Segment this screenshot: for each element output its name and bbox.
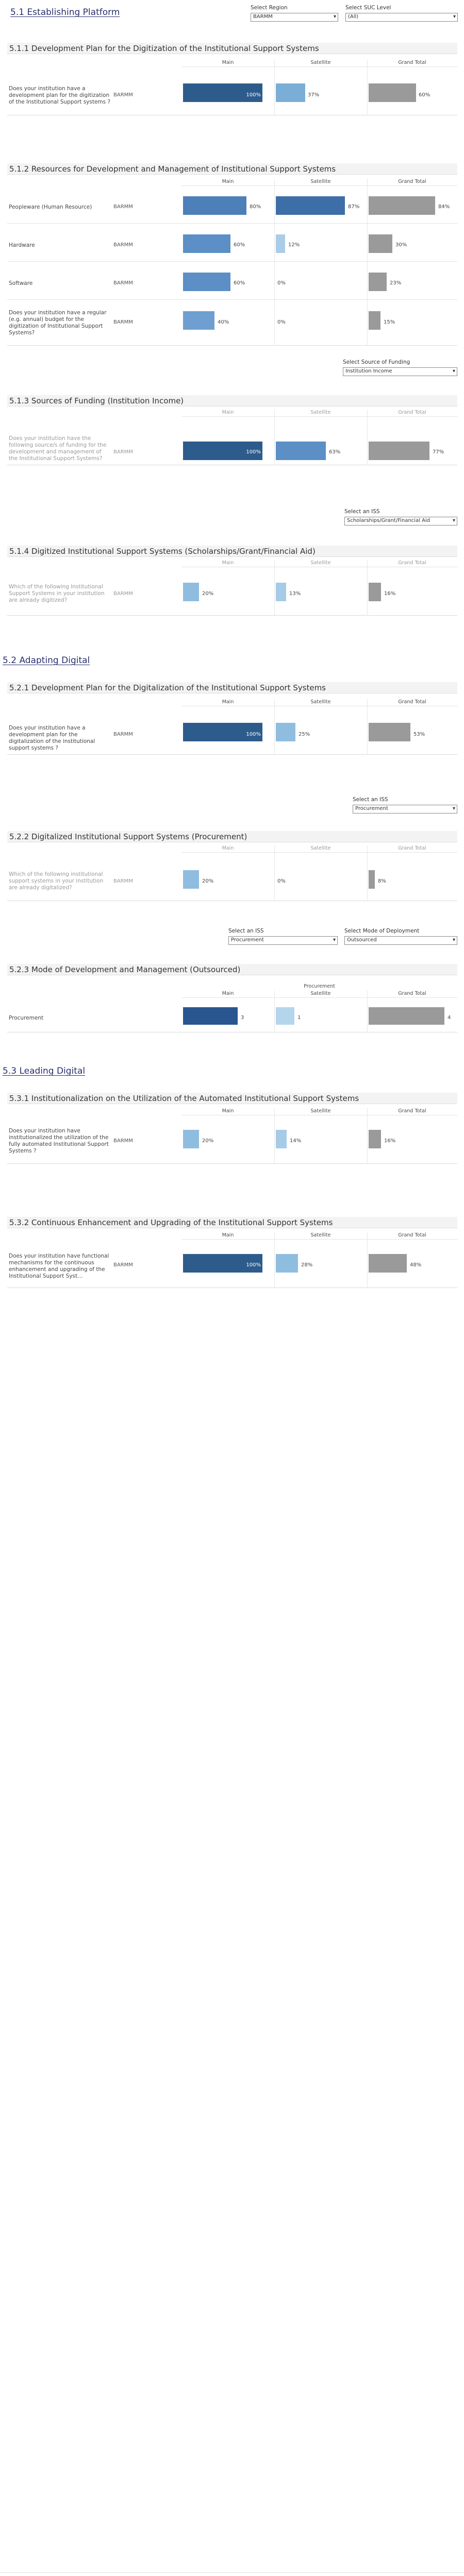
section-title: 5.1.1 Development Plan for the Digitization of the Institutional Support Systems bbox=[7, 43, 457, 54]
col-header-main: Main bbox=[181, 991, 274, 998]
bar-label-satellite: 28% bbox=[301, 1262, 313, 1268]
question-text: Which of the following Institutional Support Systems in your institution are already digitized? bbox=[9, 584, 105, 603]
divider bbox=[367, 60, 368, 115]
bar-main[interactable] bbox=[183, 311, 214, 330]
heading-leading-digital: 5.3 Leading Digital bbox=[3, 1066, 86, 1076]
divider bbox=[367, 845, 368, 901]
question-text: Does your institution have institutionalized the utilization of the fully automated Institutional Support Systems ? bbox=[9, 1128, 109, 1154]
row-divider bbox=[7, 261, 457, 262]
divider bbox=[274, 410, 275, 465]
bar-label-main: 80% bbox=[250, 204, 261, 210]
divider bbox=[367, 991, 368, 1032]
bar-label-total: 8% bbox=[378, 878, 386, 884]
bar-label-main: 3 bbox=[241, 1015, 244, 1021]
divider bbox=[367, 560, 368, 616]
section-title: 5.2.2 Digitalized Institutional Support Systems (Procurement) bbox=[7, 831, 457, 842]
deployment-dropdown[interactable] bbox=[344, 936, 457, 945]
table-5-3-2 bbox=[7, 1232, 457, 1288]
suc-level-dropdown[interactable] bbox=[345, 13, 458, 22]
bar-label-satellite: 14% bbox=[290, 1138, 302, 1144]
bar-label-total: 53% bbox=[413, 732, 425, 737]
col-header-main: Main bbox=[181, 560, 274, 567]
table-5-2-1 bbox=[7, 699, 457, 755]
chevron-down-icon: ▾ bbox=[452, 937, 455, 943]
bar-main[interactable] bbox=[183, 870, 199, 889]
question-text: Software bbox=[9, 280, 33, 286]
table-5-3-1 bbox=[7, 1108, 457, 1164]
divider bbox=[274, 991, 275, 1032]
col-header-main: Main bbox=[181, 179, 274, 186]
divider bbox=[367, 699, 368, 755]
region-dropdown[interactable] bbox=[251, 13, 338, 22]
region-dropdown-value: BARMM bbox=[253, 14, 273, 20]
bar-main[interactable] bbox=[183, 583, 199, 601]
bar-total[interactable] bbox=[369, 196, 435, 215]
bar-label-main: 20% bbox=[202, 1138, 214, 1144]
bar-total[interactable] bbox=[369, 273, 387, 291]
col-header-satellite: Satellite bbox=[274, 60, 367, 67]
bar-satellite[interactable] bbox=[276, 583, 286, 601]
table-5-2-3 bbox=[7, 984, 457, 1032]
question-text: Does your institution have a development plan for the digitization of the Institutional Support systems ? bbox=[9, 86, 111, 105]
bar-label-main: 100% bbox=[246, 449, 261, 455]
bar-label-main: 100% bbox=[246, 92, 261, 98]
region-code: BARMM bbox=[113, 878, 133, 884]
divider bbox=[274, 699, 275, 755]
col-header-satellite: Satellite bbox=[274, 410, 367, 417]
question-text: Peopleware (Human Resource) bbox=[9, 204, 92, 210]
bar-label-total: 60% bbox=[419, 92, 430, 98]
bar-satellite[interactable] bbox=[276, 196, 345, 215]
heading-establishing-platform: 5.1 Establishing Platform bbox=[10, 7, 120, 18]
chevron-down-icon: ▾ bbox=[452, 368, 455, 374]
col-header-total: Grand Total bbox=[367, 410, 457, 417]
divider bbox=[367, 1108, 368, 1164]
table-5-1-3 bbox=[7, 410, 457, 465]
bar-total[interactable] bbox=[369, 311, 380, 330]
bar-total[interactable] bbox=[369, 1007, 444, 1025]
col-header-main: Main bbox=[181, 845, 274, 853]
bar-label-total: 30% bbox=[395, 242, 407, 248]
col-header-main: Main bbox=[181, 410, 274, 417]
question-text: Hardware bbox=[9, 242, 35, 248]
divider bbox=[367, 1232, 368, 1288]
bar-total[interactable] bbox=[369, 234, 392, 253]
bar-satellite[interactable] bbox=[276, 723, 295, 741]
bar-label-main: 60% bbox=[234, 242, 245, 248]
bar-label-satellite: 13% bbox=[289, 591, 301, 597]
bar-label-total: 84% bbox=[438, 204, 450, 210]
bar-label-satellite: 37% bbox=[308, 92, 320, 98]
section-title: 5.2.3 Mode of Development and Management (Outsourced) bbox=[7, 964, 457, 975]
question-text: Does your institution have functional mechanisms for the continuous enhancement and upgrading of the Institutional Support Syst... bbox=[9, 1253, 109, 1279]
bar-total[interactable] bbox=[369, 723, 410, 741]
region-code: BARMM bbox=[113, 319, 133, 325]
bar-label-total: 16% bbox=[384, 591, 396, 597]
region-code: BARMM bbox=[113, 242, 133, 248]
divider bbox=[274, 560, 275, 616]
section-title: 5.1.2 Resources for Development and Management of Institutional Support Systems bbox=[7, 163, 457, 175]
col-header-satellite: Satellite bbox=[274, 991, 367, 998]
deployment-filter-label: Select Mode of Deployment bbox=[344, 928, 420, 934]
col-header-total: Grand Total bbox=[367, 1232, 457, 1240]
region-code: BARMM bbox=[113, 449, 133, 455]
bar-label-main: 40% bbox=[218, 319, 229, 325]
col-header-main: Main bbox=[181, 699, 274, 706]
iss-filter-label: Select an ISS bbox=[228, 928, 264, 934]
bar-satellite[interactable] bbox=[276, 83, 305, 102]
row-divider bbox=[7, 299, 457, 300]
bar-main[interactable] bbox=[183, 1007, 238, 1025]
bar-total[interactable] bbox=[369, 1254, 407, 1273]
section-title: 5.3.1 Institutionalization on the Utilization of the Automated Institutional Support Systems bbox=[7, 1093, 457, 1104]
iss-dropdown-value: Procurement bbox=[231, 937, 264, 943]
bar-label-main: 60% bbox=[234, 280, 245, 286]
funding-dropdown-value: Institution Income bbox=[345, 368, 392, 374]
col-header-satellite: Satellite bbox=[274, 1232, 367, 1240]
deployment-dropdown-value: Outsourced bbox=[347, 937, 377, 943]
question-text: Which of the following institutional support systems in your institution are already digitalized? bbox=[9, 871, 104, 891]
bar-label-satellite: 0% bbox=[277, 319, 286, 325]
bar-label-total: 48% bbox=[410, 1262, 422, 1268]
col-header-satellite: Satellite bbox=[274, 560, 367, 567]
iss-filter-label: Select an ISS bbox=[344, 509, 380, 515]
region-code: BARMM bbox=[113, 732, 133, 737]
table-5-2-2 bbox=[7, 845, 457, 901]
bar-label-total: 16% bbox=[384, 1138, 396, 1144]
bar-total[interactable] bbox=[369, 83, 416, 102]
bar-label-satellite: 1 bbox=[297, 1015, 301, 1021]
question-text: Does your institution have a regular (e.g. annual) budget for the digitization of Institutional Support Systems? bbox=[9, 310, 107, 336]
bar-main[interactable] bbox=[183, 196, 246, 215]
iss-dropdown[interactable] bbox=[353, 805, 457, 814]
bar-satellite[interactable] bbox=[276, 234, 285, 253]
bar-main[interactable] bbox=[183, 234, 230, 253]
question-text: Does your institution have a development plan for the digitalization of the institutional support systems ? bbox=[9, 725, 95, 751]
iss-dropdown-value: Procurement bbox=[355, 806, 388, 811]
iss-dropdown[interactable] bbox=[228, 936, 338, 945]
divider bbox=[274, 1232, 275, 1288]
bar-label-satellite: 12% bbox=[288, 242, 300, 248]
bar-label-total: 23% bbox=[390, 280, 402, 286]
bar-label-main: 20% bbox=[202, 878, 214, 884]
col-header-satellite: Satellite bbox=[274, 1108, 367, 1115]
row-divider bbox=[7, 223, 457, 224]
col-header-satellite: Satellite bbox=[274, 179, 367, 186]
bar-label-main: 100% bbox=[246, 1262, 261, 1268]
bar-label-satellite: 0% bbox=[277, 878, 286, 884]
funding-filter-label: Select Source of Funding bbox=[343, 359, 410, 365]
question-text: Procurement bbox=[9, 1015, 44, 1021]
funding-dropdown[interactable] bbox=[343, 367, 457, 376]
bar-label-main: 100% bbox=[246, 732, 261, 737]
region-code: BARMM bbox=[113, 204, 133, 210]
section-title: 5.2.1 Development Plan for the Digitalization of the Institutional Support Systems bbox=[7, 682, 457, 693]
bar-satellite[interactable] bbox=[276, 442, 326, 460]
divider bbox=[274, 845, 275, 901]
question-text: Does your institution have the following source/s of funding for the development and management of the Institutional Support Systems? bbox=[9, 435, 107, 462]
divider bbox=[367, 410, 368, 465]
region-code: BARMM bbox=[113, 591, 133, 597]
divider bbox=[274, 1108, 275, 1164]
iss-filter-label: Select an ISS bbox=[353, 796, 388, 803]
section-title: 5.1.3 Sources of Funding (Institution Income) bbox=[7, 395, 457, 406]
bar-main[interactable] bbox=[183, 273, 230, 291]
region-code: BARMM bbox=[113, 92, 133, 98]
chevron-down-icon: ▾ bbox=[453, 14, 456, 20]
section-title: 5.3.2 Continuous Enhancement and Upgrading of the Institutional Support Systems bbox=[7, 1217, 457, 1228]
heading-adapting-digital: 5.2 Adapting Digital bbox=[3, 655, 90, 666]
col-header-total: Grand Total bbox=[367, 991, 457, 998]
chevron-down-icon: ▾ bbox=[452, 518, 455, 523]
col-header-satellite: Satellite bbox=[274, 699, 367, 706]
region-code: BARMM bbox=[113, 280, 133, 286]
bar-total[interactable] bbox=[369, 442, 429, 460]
col-header-satellite: Satellite bbox=[274, 845, 367, 853]
bar-total[interactable] bbox=[369, 1130, 381, 1148]
region-filter-label: Select Region bbox=[251, 5, 288, 11]
col-header-total: Grand Total bbox=[367, 699, 457, 706]
col-header-total: Grand Total bbox=[367, 1108, 457, 1115]
region-code: BARMM bbox=[113, 1262, 133, 1268]
table-5-1-4 bbox=[7, 560, 457, 616]
col-header-total: Grand Total bbox=[367, 845, 457, 853]
bar-total[interactable] bbox=[369, 583, 381, 601]
bar-satellite[interactable] bbox=[276, 1130, 287, 1148]
bar-label-satellite: 0% bbox=[277, 280, 286, 286]
col-header-main: Main bbox=[181, 60, 274, 67]
bar-satellite[interactable] bbox=[276, 1254, 298, 1273]
bar-label-satellite: 63% bbox=[329, 449, 341, 455]
bar-label-main: 20% bbox=[202, 591, 214, 597]
group-header: Procurement bbox=[304, 984, 335, 989]
bar-label-satellite: 87% bbox=[348, 204, 360, 210]
bar-label-satellite: 25% bbox=[299, 732, 310, 737]
bar-label-total: 77% bbox=[433, 449, 444, 455]
bar-label-total: 4 bbox=[448, 1015, 451, 1021]
bar-main[interactable] bbox=[183, 1130, 199, 1148]
divider bbox=[274, 60, 275, 115]
tableau-toolbar bbox=[0, 2572, 464, 2576]
divider bbox=[367, 179, 368, 346]
chevron-down-icon: ▾ bbox=[333, 937, 336, 943]
col-header-total: Grand Total bbox=[367, 560, 457, 567]
col-header-main: Main bbox=[181, 1108, 274, 1115]
col-header-total: Grand Total bbox=[367, 179, 457, 186]
table-5-1-1 bbox=[7, 60, 457, 115]
iss-dropdown-value: Scholarships/Grant/Financial Aid bbox=[347, 518, 430, 523]
chevron-down-icon: ▾ bbox=[452, 806, 455, 811]
region-code: BARMM bbox=[113, 1138, 133, 1144]
bar-satellite[interactable] bbox=[276, 1007, 294, 1025]
divider bbox=[274, 179, 275, 346]
suc-level-filter-label: Select SUC Level bbox=[345, 5, 391, 11]
suc-level-dropdown-value: (All) bbox=[348, 14, 359, 20]
col-header-total: Grand Total bbox=[367, 60, 457, 67]
bar-label-total: 15% bbox=[384, 319, 395, 325]
bar-total[interactable] bbox=[369, 870, 375, 889]
iss-dropdown[interactable] bbox=[344, 517, 457, 526]
section-title: 5.1.4 Digitized Institutional Support Systems (Scholarships/Grant/Financial Aid) bbox=[7, 546, 457, 557]
col-header-main: Main bbox=[181, 1232, 274, 1240]
table-5-1-2 bbox=[7, 179, 457, 346]
chevron-down-icon: ▾ bbox=[333, 14, 336, 20]
